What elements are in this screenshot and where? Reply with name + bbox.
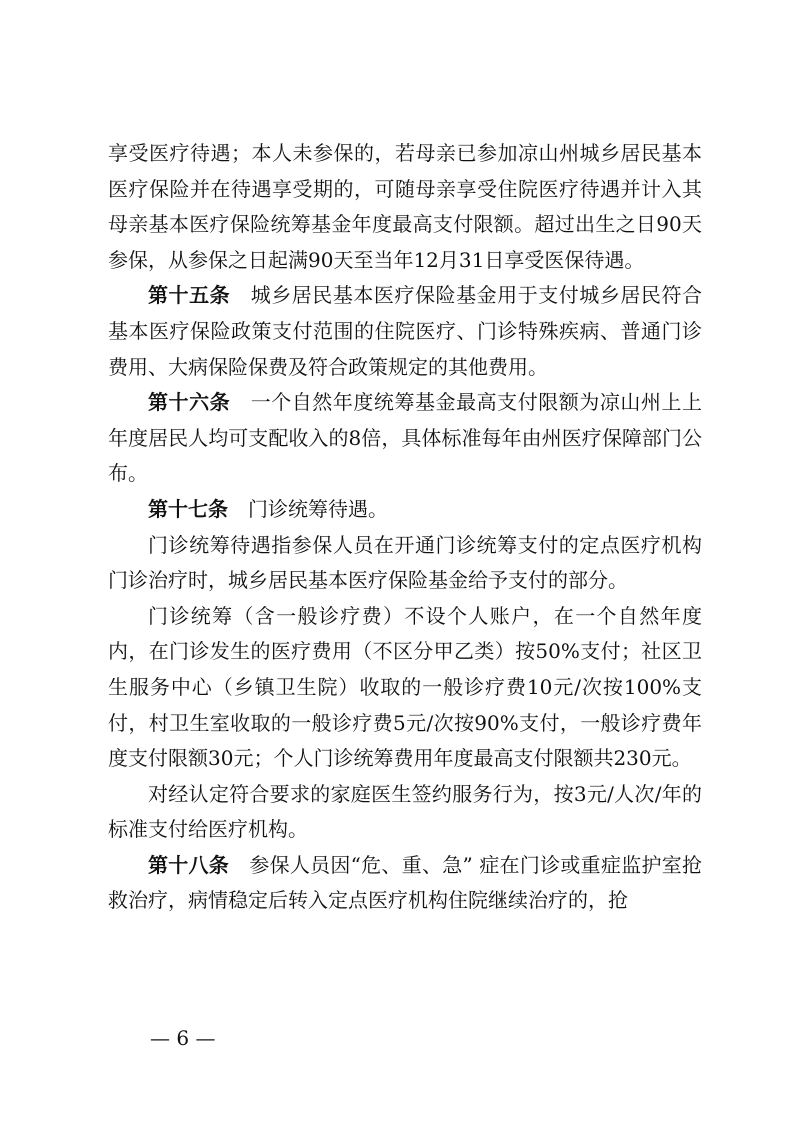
family-doctor-text: 对经认定符合要求的家庭医生签约服务行为，按3元/人次/年的标准支付给医疗机构。: [108, 781, 702, 842]
paragraph-1: [108, 136, 702, 278]
article-15-heading: 第十五条: [148, 283, 231, 308]
paragraph-outpatient-definition: [108, 528, 702, 599]
article-16-text: 一个自然年度统筹基金最高支付限额为凉山州上上年度居民人均可支配收入的8倍，具体标准每年由州医疗保障部门公布。: [108, 390, 703, 486]
article-17-text: 门诊统筹待遇。: [248, 496, 388, 521]
page-number: — 6 —: [150, 1026, 216, 1050]
article-16-heading: 第十六条: [148, 390, 231, 415]
outpatient-definition-text: 门诊统筹待遇指参保人员在开通门诊统筹支付的定点医疗机构门诊治疗时，城乡居民基本医疗保险基金给予支付的部分。: [108, 532, 702, 593]
paragraph-1-text: 享受医疗待遇；本人未参保的，若母亲已参加凉山州城乡居民基本医疗保险并在待遇享受期的，可随母亲享受住院医疗待遇并计入其母亲基本医疗保险统筹基金年度最高支付限额。超过出生之日90天参保，从参保之日起满90天至当年12月31日享受医保待遇。: [108, 141, 702, 272]
article-17-heading: 第十七条: [148, 496, 228, 521]
paragraph-article-17: [108, 492, 702, 528]
article-15-text: 城乡居民基本医疗保险基金用于支付城乡居民符合基本医疗保险政策支付范围的住院医疗、门诊特殊疾病、普通门诊费用、大病保险保费及符合政策规定的其他费用。: [108, 283, 703, 379]
paragraph-article-16: [108, 385, 702, 492]
paragraph-outpatient-rules: [108, 599, 702, 777]
paragraph-article-18: [108, 848, 702, 919]
article-18-text: 参保人员因“危、重、急” 症在门诊或重症监护室抢救治疗，病情稳定后转入定点医疗机构住院继续治疗的，抢: [108, 852, 703, 913]
paragraph-family-doctor: [108, 777, 702, 848]
document-body: [108, 136, 702, 919]
article-18-heading: 第十八条: [148, 852, 230, 877]
paragraph-article-15: [108, 278, 702, 385]
outpatient-rules-text: 门诊统筹（含一般诊疗费）不设个人账户，在一个自然年度内，在门诊发生的医疗费用（不区分甲乙类）按50%支付；社区卫生服务中心（乡镇卫生院）收取的一般诊疗费10元/次按100%支付，村卫生室收取的一般诊疗费5元/次按90%支付，一般诊疗费年度支付限额30元；个人门诊统筹费用年度最高支付限额共230元。: [108, 603, 702, 771]
